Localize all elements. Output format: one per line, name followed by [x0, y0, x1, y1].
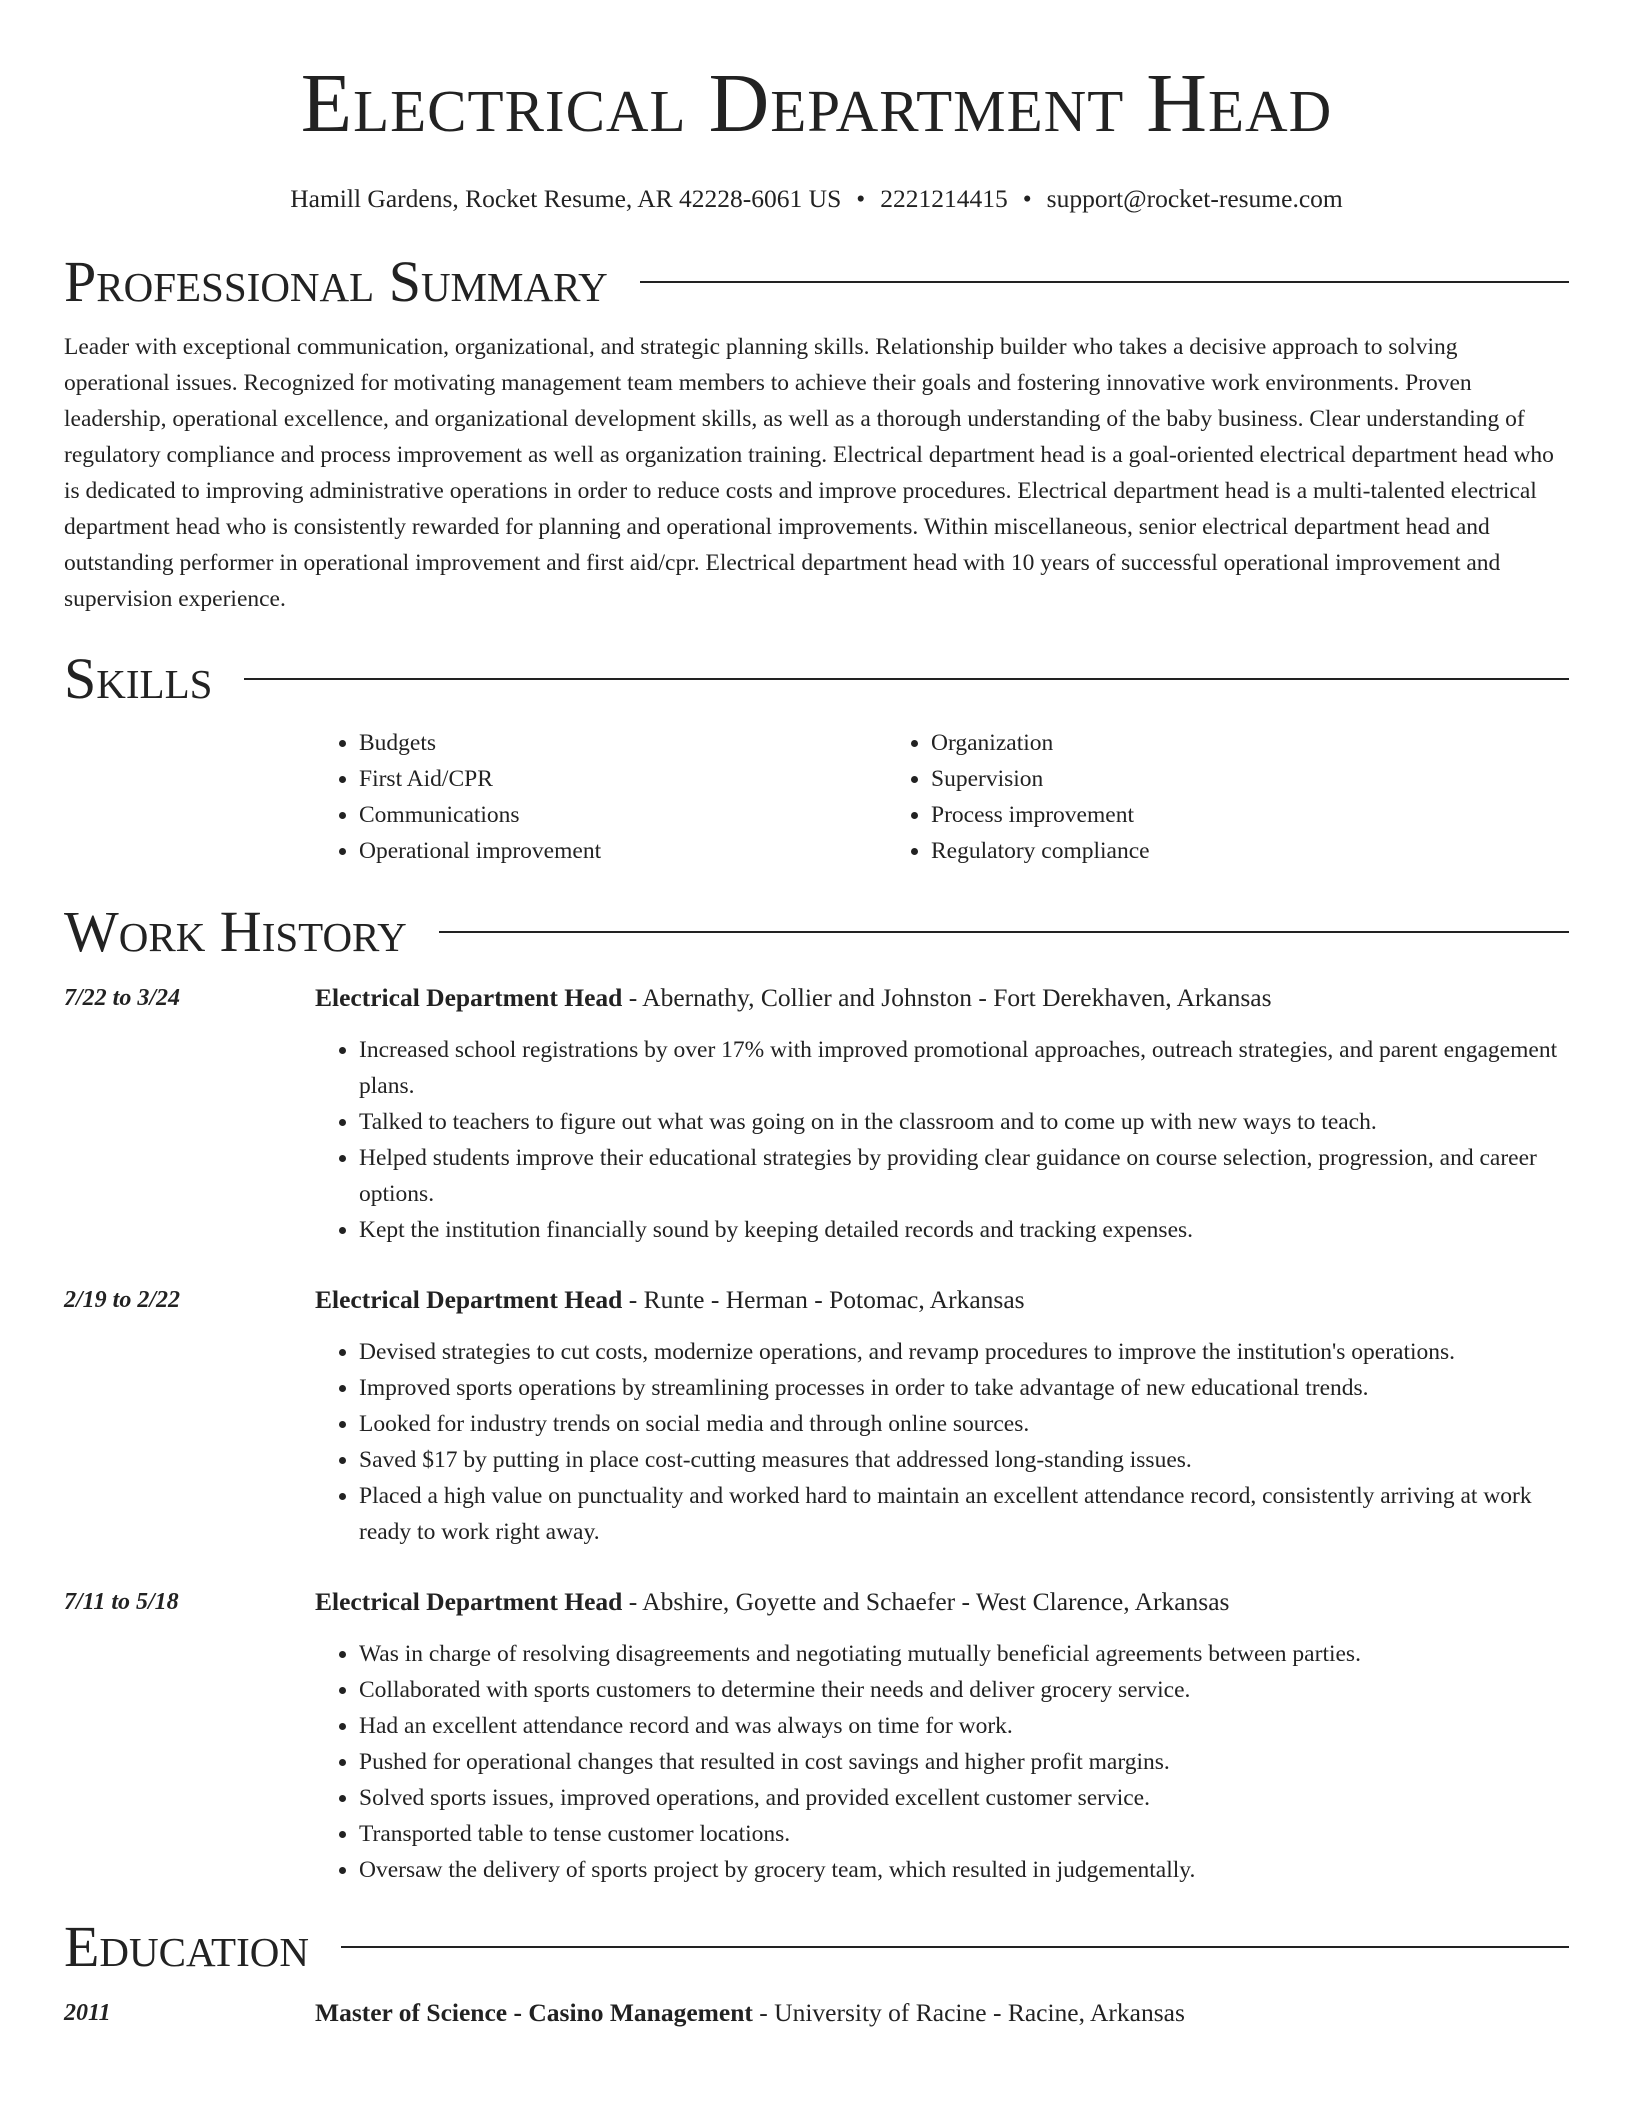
skill-item: • Organization	[931, 725, 1459, 761]
job-dates: 2/19 to 2/22	[64, 1286, 181, 1313]
job-bullet: • Collaborated with sports customers to determine their needs and deliver grocery service.	[359, 1672, 1569, 1708]
skills-heading: Skills	[64, 645, 213, 711]
job-title-line	[315, 980, 1569, 1016]
skills-column-right	[887, 725, 1459, 869]
summary-text: Leader with exceptional communication, organizational, and strategic planning skills. Relationship builder who takes a decisive approach to solving operational issues. Recognized for motivating management team members to achieve their goals and fostering innovative work environments. Proven leadership, operational excellence, and organizational development skills, as well as a thorough understanding of the baby business. Clear understanding of regulatory compliance and process improvement as well as organization training. Electrical department head is a goal-oriented electrical department head who is dedicated to improving administrative operations in order to reduce costs and improve procedures. Electrical department head is a multi-talented electrical department head who is consistently rewarded for planning and operational improvements. Within miscellaneous, senior electrical department head and outstanding performer in operational improvement and first aid/cpr. Electrical department head with 10 years of successful operational improvement and supervision experience.	[64, 333, 1554, 612]
job-bullet: • Talked to teachers to figure out what was going on in the classroom and to come up with new ways to teach.	[359, 1104, 1569, 1140]
job-bullet: • Helped students improve their educational strategies by providing clear guidance on course selection, progression, and career options.	[359, 1140, 1569, 1212]
job-bullet: • Increased school registrations by over 17% with improved promotional approaches, outreach strategies, and parent engagement plans.	[359, 1032, 1569, 1104]
education-divider	[341, 1946, 1569, 1948]
skill-item: • Communications	[359, 797, 887, 833]
job-bullet: • Kept the institution financially sound by keeping detailed records and tracking expenses.	[359, 1212, 1569, 1248]
job-employer: - Abernathy, Collier and Johnston - Fort Derekhaven, Arkansas	[622, 982, 1272, 1012]
job-title-line	[315, 1282, 1569, 1318]
job-bullet: • Placed a high value on punctuality and worked hard to maintain an excellent attendance record, consistently arriving at work ready to work right away.	[359, 1478, 1569, 1550]
job-entry-1	[64, 980, 1569, 1248]
job-employer: - Abshire, Goyette and Schaefer - West Clarence, Arkansas	[622, 1586, 1230, 1616]
job-bullet: • Devised strategies to cut costs, modernize operations, and revamp procedures to improve the institution's operations.	[359, 1334, 1569, 1370]
job-employer: - Runte - Herman - Potomac, Arkansas	[622, 1284, 1025, 1314]
address: Hamill Gardens, Rocket Resume, AR 42228-6061 US	[290, 184, 842, 213]
job-body	[315, 1282, 1569, 1550]
job-bullet: • Looked for industry trends on social media and through online sources.	[359, 1406, 1569, 1442]
separator-2: •	[1022, 184, 1032, 213]
job-title-line	[315, 1584, 1569, 1620]
skills-section-header	[64, 645, 1569, 711]
work-heading: Work History	[64, 898, 407, 964]
job-title: Electrical Department Head	[315, 982, 623, 1012]
education-date: 2011	[64, 1999, 111, 2026]
education-entry	[64, 1995, 1569, 2031]
skills-divider	[244, 678, 1569, 680]
skill-item: • Operational improvement	[359, 833, 887, 869]
job-entry-2	[64, 1282, 1569, 1550]
skill-item: • Regulatory compliance	[931, 833, 1459, 869]
job-body	[315, 980, 1569, 1248]
skill-item: • Process improvement	[931, 797, 1459, 833]
skills-list	[315, 725, 1569, 869]
email: support@rocket-resume.com	[1046, 184, 1343, 213]
education-section-header	[64, 1913, 1569, 1979]
contact-line	[64, 184, 1569, 215]
education-heading: Education	[64, 1913, 309, 1979]
job-dates: 7/22 to 3/24	[64, 984, 181, 1011]
summary-divider	[640, 281, 1569, 283]
skill-item: • Supervision	[931, 761, 1459, 797]
job-bullets	[315, 1334, 1569, 1550]
job-bullet: • Saved $17 by putting in place cost-cutting measures that addressed long-standing issues.	[359, 1442, 1569, 1478]
separator-1: •	[856, 184, 866, 213]
job-bullet: • Improved sports operations by streamlining processes in order to take advantage of new educational trends.	[359, 1370, 1569, 1406]
job-bullets	[315, 1032, 1569, 1248]
skill-item: • Budgets	[359, 725, 887, 761]
job-dates: 7/11 to 5/18	[64, 1588, 179, 1615]
job-bullets	[315, 1636, 1569, 1888]
job-bullet: • Transported table to tense customer locations.	[359, 1816, 1569, 1852]
skill-item: • First Aid/CPR	[359, 761, 887, 797]
job-entry-3	[64, 1584, 1569, 1888]
candidate-name: Electrical Department Head	[300, 57, 1333, 150]
work-divider	[439, 931, 1569, 933]
education-school: - University of Racine - Racine, Arkansas	[752, 1997, 1185, 2027]
education-body	[315, 1995, 1569, 2031]
job-title: Electrical Department Head	[315, 1586, 623, 1616]
job-bullet: • Solved sports issues, improved operations, and provided excellent customer service.	[359, 1780, 1569, 1816]
phone: 2221214415	[880, 184, 1008, 213]
summary-heading: Professional Summary	[64, 248, 608, 314]
education-title-line	[315, 1995, 1569, 2031]
job-bullet: • Oversaw the delivery of sports project by grocery team, which resulted in judgementally.	[359, 1852, 1569, 1888]
education-degree: Master of Science - Casino Management	[315, 1997, 753, 2027]
summary-section-header	[64, 248, 1569, 314]
work-section-header	[64, 898, 1569, 964]
job-body	[315, 1584, 1569, 1888]
skills-column-left	[315, 725, 887, 869]
job-title: Electrical Department Head	[315, 1284, 623, 1314]
job-bullet: • Had an excellent attendance record and was always on time for work.	[359, 1708, 1569, 1744]
job-bullet: • Was in charge of resolving disagreements and negotiating mutually beneficial agreements between parties.	[359, 1636, 1569, 1672]
job-bullet: • Pushed for operational changes that resulted in cost savings and higher profit margins.	[359, 1744, 1569, 1780]
